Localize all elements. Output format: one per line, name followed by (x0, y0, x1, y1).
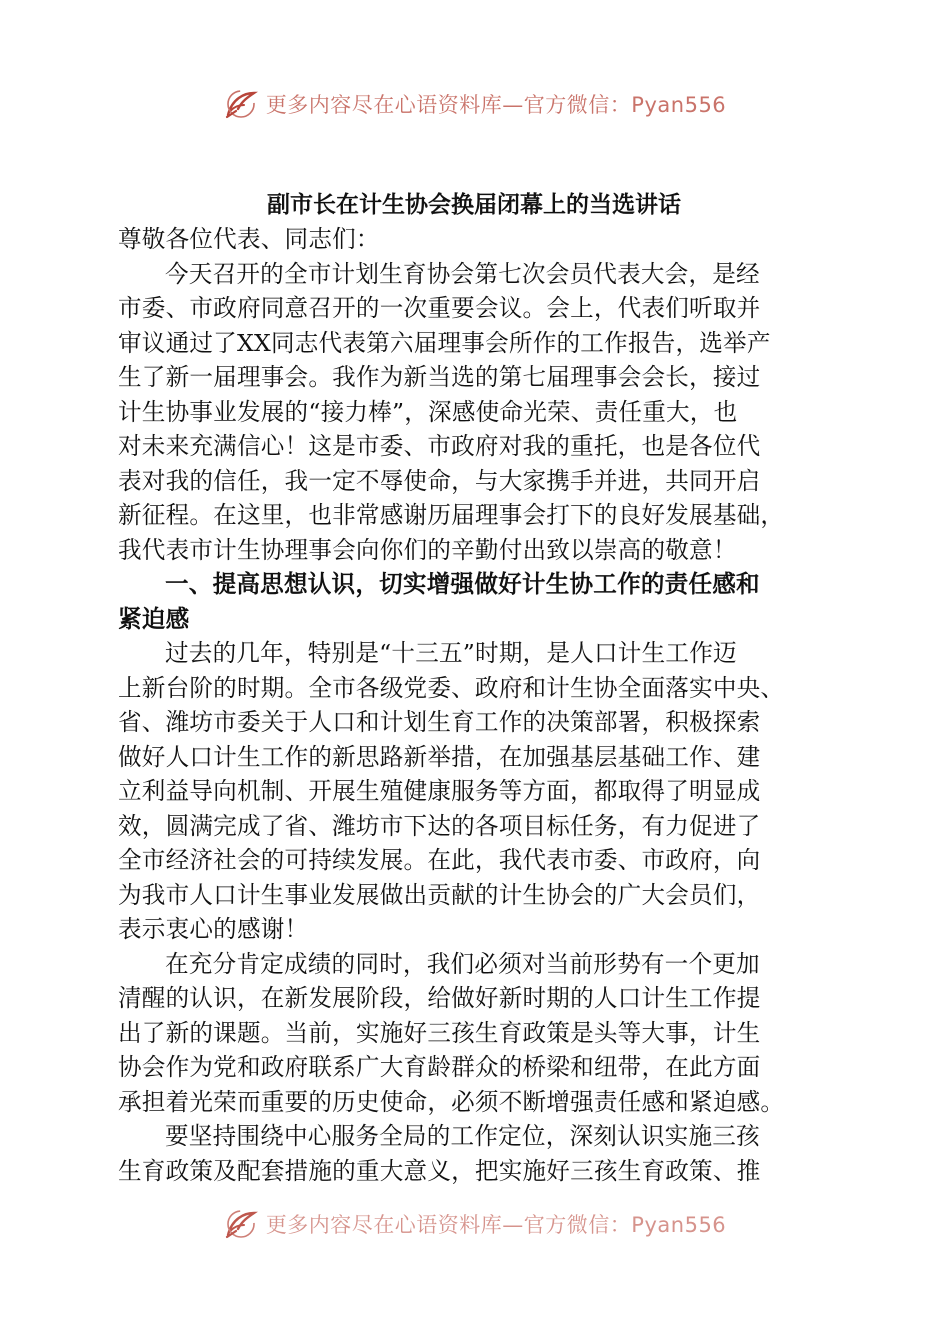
paragraph-line: 上新台阶的时期。全市各级党委、政府和计生协全面落实中央、 (118, 673, 785, 702)
paragraph-line: 生了新一届理事会。我作为新当选的第七届理事会会长，接过 (118, 363, 761, 391)
header-watermark (0, 84, 950, 124)
paragraph-line: 为我市人口计生事业发展做出贡献的计生协会的广大会员们， (118, 880, 761, 909)
quill-swirl-logo-icon (224, 1207, 258, 1241)
paragraph-line: 立利益导向机制、开展生殖健康服务等方面，都取得了明显成 (118, 777, 761, 805)
paragraph-line: 要坚持围绕中心服务全局的工作定位，深刻认识实施三孩 (165, 1122, 760, 1150)
paragraph-line: 市委、市政府同意召开的一次重要会议。会上，代表们听取并 (118, 294, 761, 322)
paragraph-line: 今天召开的全市计划生育协会第七次会员代表大会，是经 (165, 259, 760, 288)
paragraph-line: 尊敬各位代表、同志们： (118, 225, 380, 253)
paragraph-line: 计生协事业发展的“接力棒”，深感使命光荣、责任重大，也 (118, 397, 738, 426)
paragraph-line: 承担着光荣而重要的历史使命，必须不断增强责任感和紧迫感。 (118, 1087, 785, 1116)
footer-watermark (0, 1204, 950, 1244)
paragraph-line: 在充分肯定成绩的同时，我们必须对当前形势有一个更加 (165, 949, 760, 978)
document-text (118, 222, 830, 1188)
paragraph-line: 做好人口计生工作的新思路新举措，在加强基层基础工作、建 (118, 742, 761, 771)
paragraph-line: 对未来充满信心！这是市委、市政府对我的重托，也是各位代 (118, 432, 761, 460)
section-heading-line: 一、提高思想认识，切实增强做好计生协工作的责任感和 (165, 570, 760, 598)
paragraph-line: 新征程。在这里，也非常感谢历届理事会打下的良好发展基础， (118, 501, 785, 529)
paragraph-line: 省、潍坊市委关于人口和计划生育工作的决策部署，积极探索 (118, 708, 761, 736)
paragraph-line: 表示衷心的感谢！ (118, 915, 309, 943)
paragraph-line: 审议通过了XX同志代表第六届理事会所作的工作报告，选举产 (118, 328, 771, 357)
paragraph-line: 生育政策及配套措施的重大意义，把实施好三孩生育政策、推 (118, 1156, 761, 1185)
document-title: 副市长在计生协会换届闭幕上的当选讲话 (267, 191, 681, 218)
paragraph-line: 过去的几年，特别是“十三五”时期，是人口计生工作迈 (165, 639, 737, 667)
paragraph-line: 全市经济社会的可持续发展。在此，我代表市委、市政府，向 (118, 846, 761, 874)
document-body (118, 188, 830, 1188)
watermark-text: 更多内容尽在心语资料库—官方微信：Pyan556 (265, 1213, 727, 1237)
paragraph-line: 协会作为党和政府联系广大育龄群众的桥梁和纽带，在此方面 (118, 1053, 761, 1081)
paragraph-line: 我代表市计生协理事会向你们的辛勤付出致以崇高的敬意！ (118, 535, 737, 564)
section-heading-line: 紧迫感 (118, 604, 190, 633)
paragraph-line: 清醒的认识，在新发展阶段，给做好新时期的人口计生工作提 (118, 984, 761, 1012)
quill-swirl-logo-icon (224, 87, 258, 121)
paragraph-line: 表对我的信任，我一定不辱使命，与大家携手并进，共同开启 (118, 466, 761, 495)
watermark-text: 更多内容尽在心语资料库—官方微信：Pyan556 (265, 93, 727, 117)
paragraph-line: 出了新的课题。当前，实施好三孩生育政策是头等大事，计生 (118, 1018, 761, 1047)
paragraph-line: 效，圆满完成了省、潍坊市下达的各项目标任务，有力促进了 (118, 811, 761, 840)
